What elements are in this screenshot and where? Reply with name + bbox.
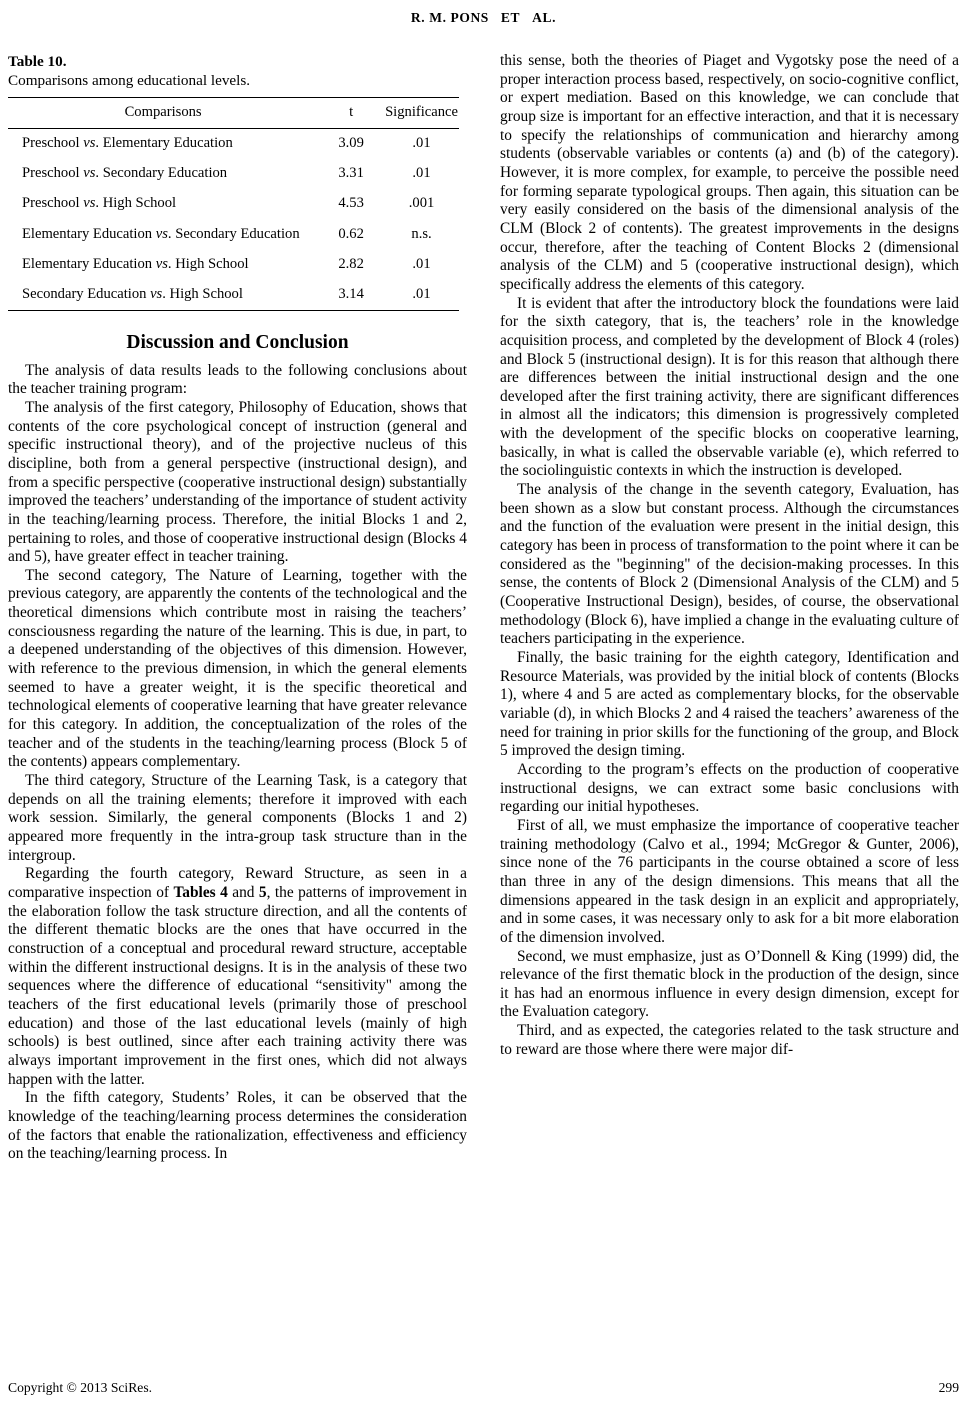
table-caption: [8, 52, 467, 90]
running-head-etal: ET: [500, 10, 521, 25]
comparisons-table: [8, 97, 459, 311]
table-reference-4: Tables 4: [173, 883, 228, 901]
column-header-significance: Significance: [384, 98, 459, 129]
comparison-part-b: . Secondary Education: [95, 165, 228, 182]
paragraph-right-6: First of all, we must emphasize the importance of cooperative teacher training methodology (Calvo et al., 1994; McGregor & Gunter, 2006), since none of the 76 participants in the course obtained a score of less than three in any of the design dimensions. This means that all the dimensions appeared in the task design in an explicit and appropriately, and in some cases, it was necessary only to ask for a bit more elaboration of the dimension involved.: [500, 816, 959, 946]
table-reference-5: 5: [258, 883, 267, 901]
vs-label: vs: [150, 285, 163, 302]
vs-label: vs: [83, 195, 96, 212]
comparison-part-b: . High School: [95, 195, 177, 212]
paragraph-text-segment: and: [227, 883, 259, 901]
cell-significance: .001: [408, 195, 435, 212]
page-footer: [8, 1380, 959, 1396]
paragraph-right-1: this sense, both the theories of Piaget and Vygotsky pose the need of a proper interaction process based, respectively, on socio-cognitive conflict, or expert mediation. Based on this knowledge, we can conclude that group size is important for an effective interaction, and that it is necessary to specify the relationships of communication and hierarchy among students (observable variables or contents (a) and (b) of the category). However, it is more complex, for example, to perceive the possible need for forming separate typological groups. Then again, this situation can be very easily considered on the basis of the dimensional analysis of the CLM (Block 2 of contents). The greatest improvements in the designs occur, therefore, after the teaching of Content Blocks 2 (dimensional analysis of the CLM) and 5 (cooperative instructional design), which specifically address the elements of this category.: [500, 52, 959, 293]
table-row: [8, 279, 459, 310]
paragraph-right-3: The analysis of the change in the seventh category, Evaluation, has been shown as a slow but constant process. Although the circumstances and the function of the evaluation were present in the initial design, this category has been in process of transformation to the point where it can be considered as the "beginning" of the decision-making processes. In this sense, the contents of Block 2 (Dimensional Analysis of the CLM) and 5 (Cooperative Instructional Design), besides, of course, the observational methodology (Block 6), have implied a change in the evaluating culture of teachers participating in the experience.: [500, 481, 960, 648]
table-header-row: [8, 98, 459, 129]
cell-comparison: [8, 249, 318, 279]
comparison-part-b: . Elementary Education: [95, 135, 233, 152]
cell-t-value: 0.62: [338, 225, 364, 242]
running-head-al: AL.: [532, 10, 557, 25]
comparison-part-b: . High School: [167, 255, 249, 272]
left-column: [8, 52, 467, 1164]
cell-comparison: [8, 128, 318, 159]
cell-significance: .01: [412, 255, 431, 272]
paragraph-discussion-5: [8, 865, 467, 1089]
table-row: [8, 249, 459, 279]
cell-t-value: 3.31: [338, 165, 364, 182]
cell-comparison: [8, 279, 318, 310]
cell-significance: .01: [384, 279, 459, 310]
page-number: 299: [938, 1380, 959, 1395]
section-heading-discussion: Discussion and Conclusion: [126, 331, 349, 353]
paragraph-text-segment: Regarding the fourth category, Reward Structure, as seen in a comparative inspection of: [8, 865, 467, 901]
copyright-notice: Copyright © 2013 SciRes.: [8, 1380, 153, 1395]
right-column: [500, 52, 959, 1059]
table-row: [8, 219, 459, 249]
cell-t-value: 3.14: [318, 279, 384, 310]
column-header-t: t: [318, 98, 384, 129]
paragraph-right-4: Finally, the basic training for the eighth category, Identification and Resource Materials, was provided by the initial block of contents (Blocks 1), where 4 and 5 are acted as complementary blocks, for the observable variable (d), in which Blocks 2 and 4 raised the teachers’ awareness of the need for training in prior skills for the functioning of the group, and Block 5 improved the design timing.: [500, 649, 959, 760]
comparison-part-a: Preschool: [22, 165, 84, 182]
paragraph-right-5: According to the program’s effects on the production of cooperative instructional designs, we can extract some basic conclusions with regarding our initial hypotheses.: [500, 760, 959, 816]
paragraph-discussion-2: The analysis of the first category, Philosophy of Education, shows that contents of the core psychological concept of instruction (general and specific instructional theory), and of the projective nucleus of this discipline, both from a general perspective (instructional design), and from a specific perspective (cooperative instructional design) substantially improved the teachers’ understanding of the importance of student activity in the teaching/learning process. Therefore, the initial Blocks 1 and 2, pertaining to roles, and those of cooperative instructional design (Blocks 4 and 5), have greater effect in teacher training.: [8, 398, 467, 566]
table-row: [8, 189, 459, 219]
column-header-comparisons: Comparisons: [8, 98, 318, 129]
cell-comparison: [8, 159, 318, 189]
cell-t-value: 3.09: [338, 135, 364, 152]
paragraph-discussion-3: The second category, The Nature of Learning, together with the previous category, are apparently the contents of the technological and the theoretical dimensions which contribute most in raising the teachers’ consciousness regarding the nature of the learning. This is due, in part, to a deepened understanding of the objectives of this dimension. However, with reference to the previous dimension, in which the general elements seemed to have a greater weight, it is the specific theoretical and technological elements of cooperative learning that have greater relevance for this category. In addition, the conceptualization of the roles of the teacher and of the students in the teaching/learning process (Block 5 of the contents) appears complementary.: [8, 566, 467, 771]
comparison-part-a: Secondary Education: [22, 285, 151, 302]
running-head: [0, 10, 967, 26]
comparison-part-a: Elementary Education: [22, 225, 156, 242]
paragraph-text-segment: , the patterns of improvement in the elaboration follow the task structure direction, and all the contents of the different thematic blocks are the ones that have occurred in the construction of a conceptual and procedural reward structure, acceptable within the different instructional designs. It is in the analysis of these two sequences where the difference of educational “sensitivity" among the teachers of the first educational levels (primarily those of preschool education) and those of the last educational levels (mainly of high schools) is best outlined, since after each training activity there was always important improvement in the first ones, which did not always happen with the latter.: [8, 883, 467, 1088]
table-number-label: Table 10.: [8, 53, 67, 70]
paragraph-right-8: Third, and as expected, the categories related to the task structure and to reward are those where there were major dif-: [500, 1022, 959, 1058]
table-caption-text: Comparisons among educational levels.: [8, 72, 251, 89]
cell-significance: .01: [412, 165, 431, 182]
table-row: [8, 128, 459, 159]
cell-significance: .01: [412, 135, 431, 152]
vs-label: vs: [155, 225, 168, 242]
vs-label: vs: [83, 135, 96, 152]
cell-significance: n.s.: [411, 225, 432, 242]
table-header: [8, 98, 459, 129]
comparison-part-b: . Secondary Education: [167, 225, 300, 242]
paragraph-right-7: Second, we must emphasize, just as O’Donnell & King (1999) did, the relevance of the first thematic block in the production of the design, since it has had an enormous influence in every design dimension, except for the Evaluation category.: [500, 947, 959, 1021]
comparison-part-a: Elementary Education: [22, 255, 156, 272]
paragraph-discussion-6: In the fifth category, Students’ Roles, it can be observed that the knowledge of the teaching/learning process determines the consideration of the factors that enable the rationalization, effectiveness and efficiency on the teaching/learning process. In: [8, 1089, 467, 1163]
running-head-author: R. M. PONS: [410, 10, 489, 25]
vs-label: vs: [155, 255, 168, 272]
cell-comparison: [8, 189, 318, 219]
paragraph-right-2: It is evident that after the introductory block the foundations were laid for the sixth category, that is, the teachers’ role in the knowledge acquisition process, and completed by the development of Block 4 (roles) and Block 5 (instructional design). It is for this reason that although there are differences between the initial instructional design and the one developed after the first training activity, there are significant differences in almost all the indicators; this dimension is progressively completed with the development of the specific blocks on cooperative learning, basically, in what is called the observable variable (e), which referred to the sociolinguistic contexts in which the instruction is developed.: [500, 294, 959, 480]
comparison-part-a: Preschool: [22, 135, 84, 152]
vs-label: vs: [83, 165, 96, 182]
table-row: [8, 159, 459, 189]
cell-comparison: [8, 219, 318, 249]
paragraph-discussion-4: The third category, Structure of the Learning Task, is a category that depends on all the training elements; therefore it improved with each work session. Similarly, the general components (Blocks 1 and 2) appeared more frequently in the intra-group task structure than in the intergroup.: [8, 772, 467, 864]
table-body: [8, 128, 459, 310]
cell-t-value: 4.53: [338, 195, 364, 212]
cell-t-value: 2.82: [338, 255, 364, 272]
comparison-part-a: Preschool: [22, 195, 84, 212]
comparison-part-b: . High School: [162, 285, 243, 302]
paragraph-discussion-1: The analysis of data results leads to the following conclusions about the teacher training program:: [8, 361, 467, 398]
